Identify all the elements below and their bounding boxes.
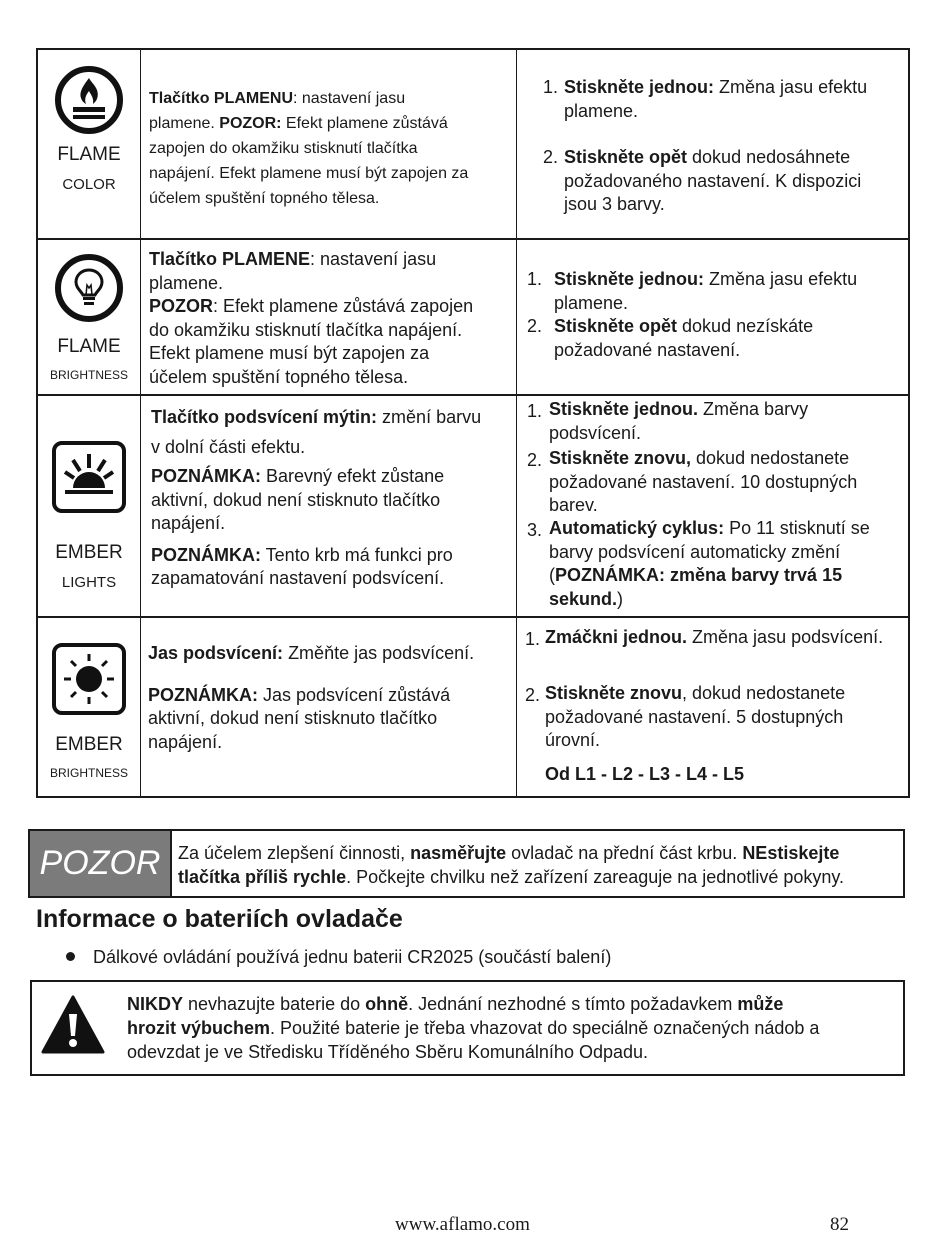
row-label-main: EMBER — [55, 542, 123, 563]
pozor-box — [28, 829, 905, 898]
row-label-cell — [38, 50, 141, 238]
bullet-icon — [66, 952, 75, 961]
warning-icon — [40, 994, 106, 1061]
description-text: Tlačítko podsvícení mýtin: změní barvu v dolní části efektu. POZNÁMKA: Barevný efekt zůstane aktivní, dokud není stisknuto tlačítko napájení. POZNÁMKA: Tento krb má funkci pro zapamatování nastavení podsvícení. — [151, 407, 482, 588]
row-label-cell — [38, 240, 141, 394]
footer-url: www.aflamo.com — [395, 1214, 530, 1235]
warning-box — [30, 980, 905, 1076]
flame-icon — [53, 64, 125, 141]
description-cell — [140, 50, 517, 238]
steps-cell: 1. Stiskněte jednou. Změna barvy podsvícení. 2. Stiskněte znovu, dokud nedostanete požadované nastavení. 10 dostupných barev. 3. Automatický cyklus: Po 11 stisknutí se barvy podsvícení automaticky změní (POZNÁMKA: změna barvy trvá 15 sekund.) — [527, 399, 870, 609]
controls-table — [36, 48, 910, 798]
row-label-main: FLAME — [57, 336, 121, 357]
steps-cell: 1. Stiskněte jednou: Změna jasu efektu plamene. 2. Stiskněte opět dokud nezískáte požadované nastavení. — [527, 269, 858, 360]
steps-cell: 1. Zmáčkni jednou. Změna jasu podsvícení. 2. Stiskněte znovu, dokud nedostanete požadované nastavení. 5 dostupných úrovní. Od L1 - L2 - L3 - L4 - L5 — [517, 618, 908, 796]
row-label-sub: LIGHTS — [61, 574, 117, 591]
description-text: Tlačítko PLAMENE: nastavení jasu plamene. POZOR: Efekt plamene zůstává zapojen do okamžiku stisknutí tlačítka napájení. Efekt plamene musí být zapojen za účelem spuštění topného tělesa. — [149, 249, 474, 387]
description-cell — [140, 396, 517, 616]
table-row — [38, 618, 908, 796]
sunrise-icon — [51, 440, 127, 519]
levels-text: Od L1 - L2 - L3 - L4 - L5 — [545, 764, 745, 784]
description-cell — [140, 240, 517, 394]
pozor-label: POZOR — [30, 831, 172, 896]
table-row — [38, 240, 908, 396]
bulb-icon — [53, 252, 125, 329]
row-label-main: EMBER — [55, 734, 123, 755]
description-cell — [140, 618, 517, 796]
table-row — [38, 396, 908, 618]
row-label-main: FLAME — [57, 144, 121, 165]
section-heading: Informace o bateriích ovladače — [36, 905, 403, 933]
steps-cell: 1. Stiskněte jednou: Změna jasu efektu plamene. 2. Stiskněte opět dokud nedosáhnete požadovaného nastavení. K dispozici jsou 3 barvy. — [543, 77, 868, 214]
row-label-sub: BRIGHTNESS — [49, 368, 128, 382]
description-text: Tlačítko PLAMENU: nastavení jasu plamene. POZOR: Efekt plamene zůstává zapojen do okamžiku stisknutí tlačítka napájení. Efekt plamene musí být zapojen za účelem spuštění topného tělesa. — [149, 90, 469, 207]
list-item: Dálkové ovládání používá jednu baterii CR2025 (součástí balení) — [66, 945, 611, 969]
page-number: 82 — [830, 1214, 849, 1235]
pozor-text: Za účelem zlepšení činnosti, nasměřujte ovladač na přední část krbu. NEstiskejte tlačítka příliš rychle. Počkejte chvilku než zařízení zareaguje na jednotlivé pokyny. — [178, 843, 845, 887]
table-row — [38, 50, 908, 240]
sun-icon — [51, 642, 127, 721]
warning-text: NIKDY nevhazujte baterie do ohně. Jednání nezhodné s tímto požadavkem může hrozit výbuchem. Použité baterie je třeba vhazovat do speciálně označených nádob a odevzdat je ve Středisku Tříděného Sběru Komunálního Odpadu. — [127, 994, 820, 1062]
description-text: Jas podsvícení: Změňte jas podsvícení. POZNÁMKA: Jas podsvícení zůstává aktivní, dokud není stisknuto tlačítko napájení. — [148, 643, 475, 752]
row-label-sub: COLOR — [62, 176, 116, 193]
row-label-sub: BRIGHTNESS — [49, 766, 128, 780]
row-label-cell — [38, 618, 141, 796]
row-label-cell — [38, 396, 141, 616]
